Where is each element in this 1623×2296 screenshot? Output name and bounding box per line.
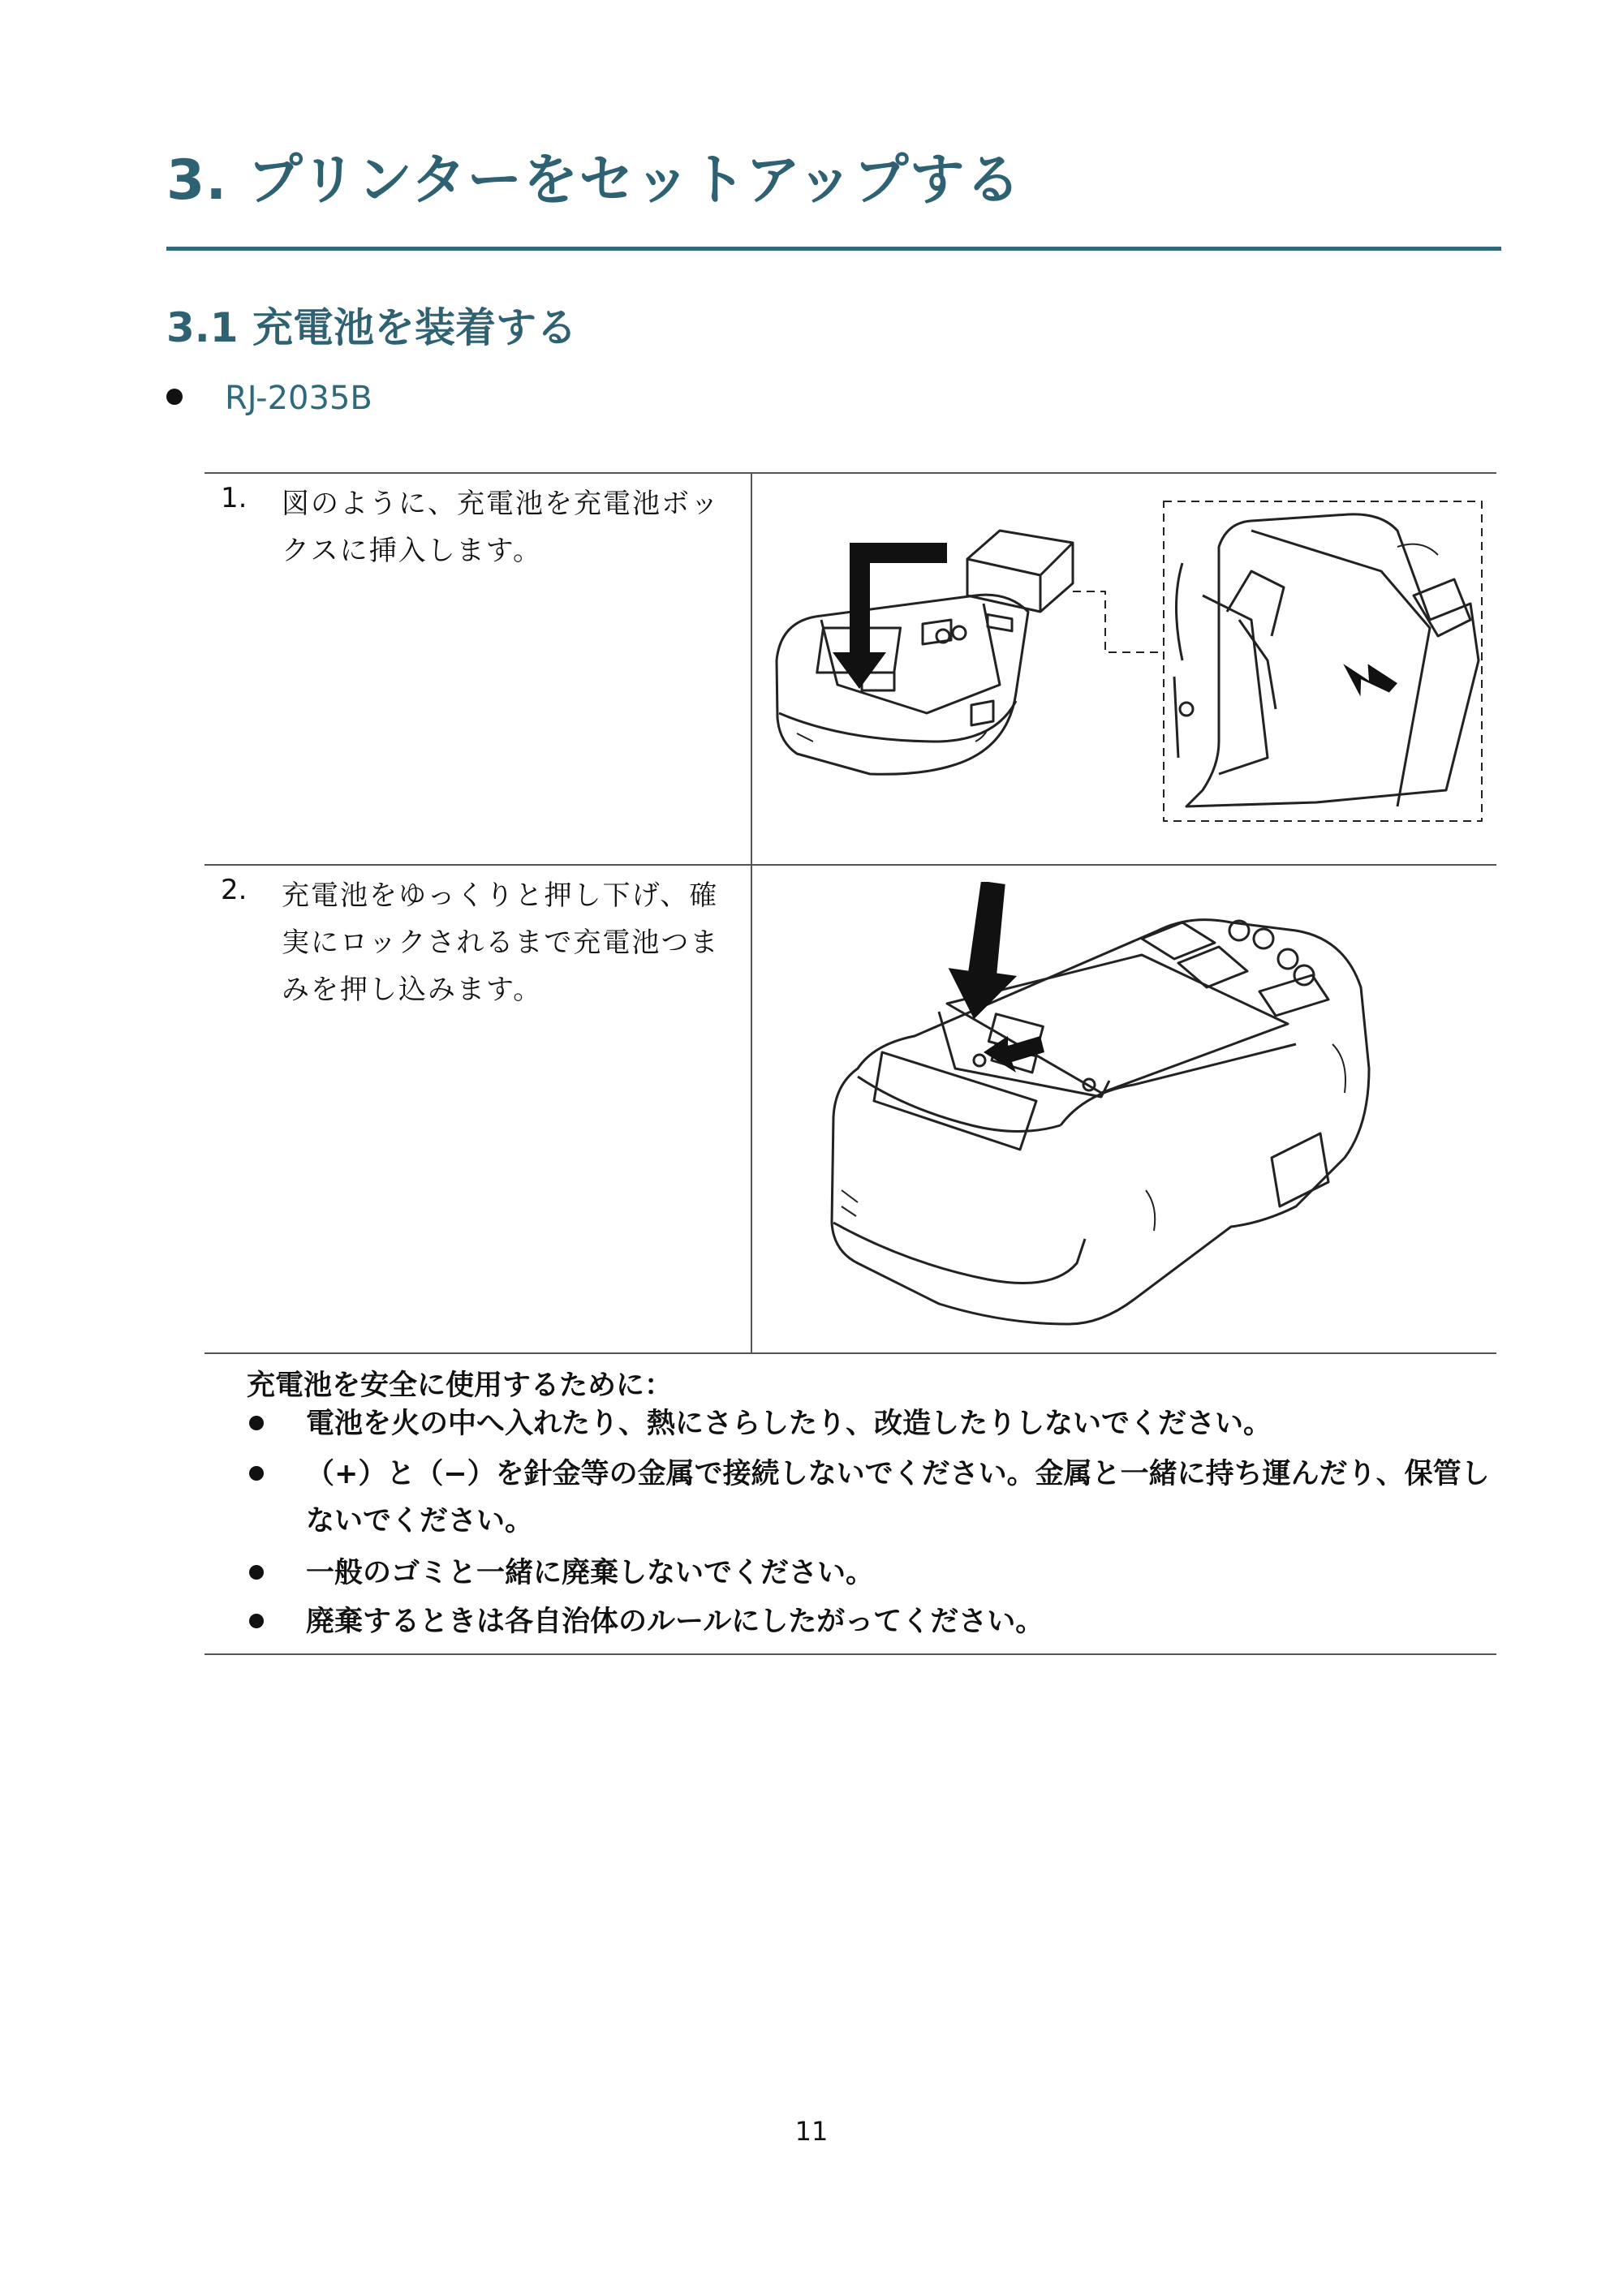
bullet-icon [166,389,183,405]
safety-item-text: 電池を火の中へ入れたり、熱にさらしたり、改造したりしないでください。 [306,1408,1272,1440]
bullet-icon [249,1416,264,1430]
safety-title: 充電池を安全に使用するために： [247,1369,674,1402]
step-text: 充電池をゆっくりと押し下げ、確実にロックされるまで充電池つまみを押し込みます。 [282,879,720,1006]
model-label: RJ-2035B [225,380,372,417]
column-divider [751,474,752,866]
step-row [204,864,1496,1354]
battery-insert-illustration [764,498,1487,831]
step-row [204,472,1496,866]
page-number: 11 [794,2116,829,2147]
safety-item [306,1598,1491,1645]
step-number: 2. [221,874,248,906]
bullet-icon [249,1466,264,1481]
step-text: 図のように、充電池を充電池ボックスに挿入します。 [282,488,720,567]
safety-notes [204,1353,1496,1655]
step-number: 1. [221,482,248,514]
battery-lock-illustration [809,882,1393,1336]
section-title: 3.1 充電池を装着する [166,304,577,351]
model-bullet [166,380,372,417]
chapter-title: 3. プリンターをセットアップする [166,148,1022,213]
safety-item [306,1400,1491,1447]
safety-item [306,1451,1491,1545]
chapter-divider [166,247,1501,251]
column-divider [751,866,752,1352]
safety-item-text: 廃棄するときは各自治体のルールにしたがってください。 [306,1606,1044,1638]
bullet-icon [249,1565,264,1580]
safety-item [306,1550,1491,1597]
bullet-icon [249,1614,264,1628]
safety-item-text: （+）と（−）を針金等の金属で接続しないでください。金属と一緒に持ち運んだり、保管しないでください。 [306,1458,1490,1537]
safety-item-text: 一般のゴミと一緒に廃棄しないでください。 [306,1557,875,1589]
